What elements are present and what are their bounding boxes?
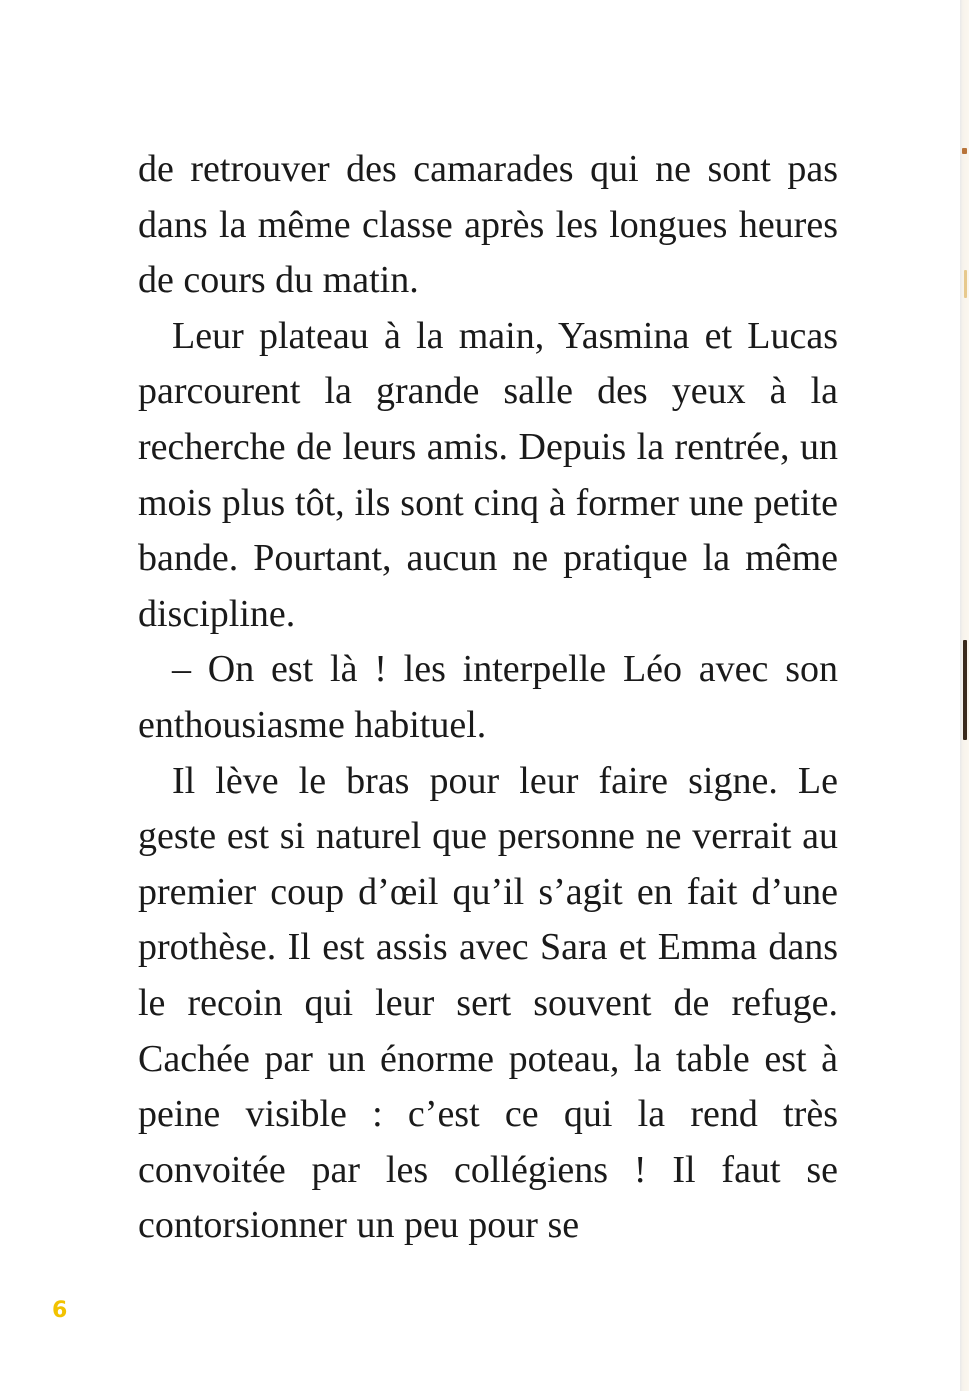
edge-illustration-fragment — [964, 270, 967, 298]
paragraph-4: Il lève le bras pour leur faire signe. Le geste est si naturel que personne ne verrait au premier coup d’œil qu’il s’agit en fait d’une prothèse. Il est assis avec Sara et Emma dans le recoin qui leur sert souvent de refuge. Cachée par un énorme poteau, la table est à peine visible : c’est ce qui la rend très convoitée par les collégiens ! Il faut se contorsionner un peu pour se — [138, 759, 838, 1247]
paragraph-1: de retrouver des camarades qui ne sont pas dans la même classe après les longues heures de cours du matin. — [138, 148, 838, 302]
edge-illustration-fragment — [963, 640, 967, 740]
body-text — [138, 142, 838, 1254]
edge-illustration-fragment — [962, 148, 967, 154]
next-page-edge — [960, 0, 969, 1391]
paragraph-2: Leur plateau à la main, Yasmina et Lucas parcourent la grande salle des yeux à la recherche de leurs amis. Depuis la rentrée, un mois plus tôt, ils sont cinq à former une petite bande. Pourtant, aucun ne pratique la même discipline. — [138, 314, 838, 635]
page-number: 6 — [52, 1298, 68, 1323]
paragraph-3-dialogue: – On est là ! les interpelle Léo avec son enthousiasme habituel. — [138, 648, 838, 746]
